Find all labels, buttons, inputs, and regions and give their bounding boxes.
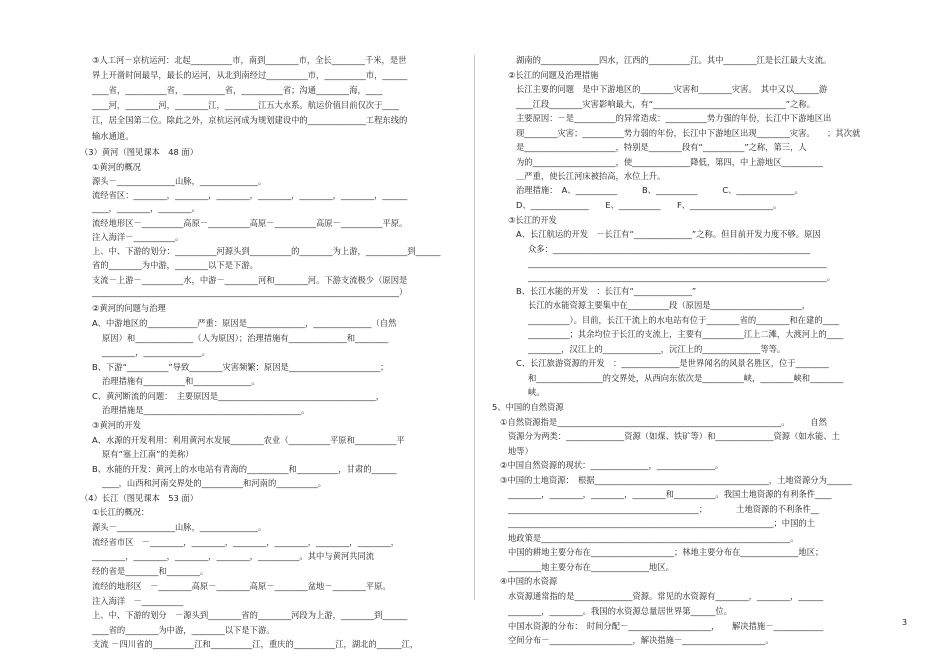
left-column-line: ③黄河的开发 [92,420,141,430]
right-column-line: 峡。 [528,387,545,397]
left-column-line: ②黄河的问题与治理 [92,303,166,313]
left-column-line: 省的________为中游，________以下是下游。 [92,260,258,270]
right-column-line: 现________灾害；__________势力弱的年份，长江中下游地区出现________灾害。 ；其次就 [516,128,861,138]
right-column-line: ________________________________________________________________________。 [528,272,835,282]
right-column-line: ＿严重，使长江河床被抬高，水位上升。 [516,171,666,181]
right-column-line: D、______________ E、__________ F、____________________。 [516,200,782,210]
right-column-line: A、长江航运的开发 －长江有“______________”之称。但目前开发力度不够。原因 [516,229,821,239]
left-column-line: 原因）和______________（人为原因）；治理措施有______________和________ [102,333,389,343]
right-column-line: __________；其余均位于长江的支流上，主要有__________江上二滩，大渡河上的____ [528,329,844,339]
left-column-line: 经的省是________和________。 [92,566,209,576]
left-column-line: 流经省区：________，________，________，________，________，________，______ [92,190,408,200]
right-column-line: 地政策是____________________________________________________________。 [508,533,799,543]
right-column-line: ________________________________________________________________________ [528,258,827,268]
left-column-line: A、水源的开发利用：利用黄河水发展________农业（__________平原和__________平 [92,435,405,445]
right-column-line: 众多：______________________________________________________________ [528,244,811,254]
right-column-line: ________，________，________，________和__________。我国土地资源的有利条件____ [508,489,832,499]
right-column-line: 5、中国的自然资源 [492,402,564,412]
left-column-line: ____，________，________。 [92,203,200,213]
right-column-line: 资源分为两类：______________资源（如煤、铁矿等）和______________资源（如水能、土 [508,431,840,441]
right-column-line: 是______________________，特别是________段有“__________”之称，第三，人 [516,142,807,152]
left-column-line: ①长江的概况： [92,507,150,517]
left-column-line: __________________________________________________________________________） [92,287,408,297]
right-column-line: 中国水资源的分布： 时间分配－____________________， 解决措施－____________ [508,621,824,631]
right-column-line: ________________________________________________________________；中国的土 [508,518,815,528]
left-column-line: 治理措施是______________________________________。 [102,405,310,415]
right-column-line: ______________________________________________； 土地资源的不利条件__ [508,504,820,514]
right-column-line: B、长江水能的开发 ：长江有“______________” [516,286,697,296]
right-column-line: __________）。目前，长江干流上的水电站有位于________省的________和在建的____ [528,315,840,325]
right-column-line: 中国的耕地主要分布在____________________；林地主要分布在______________地区； [508,547,824,557]
right-column-line: ________，汉江上的______________，沅江上的______________等等。 [528,344,786,354]
right-column-line: ____江段________灾害影响最大，有“________________________________”之称。 [516,99,815,109]
left-column-line: A、中游地区的____________严重：原因是______________，______________（自然 [92,318,397,328]
left-column-line: ____省的________为中游，________以下是下游。 [92,625,275,635]
right-column-line: 地等） [508,446,533,456]
left-column-line: B、下游“__________”导致________灾害频繁：原因是______________________； [92,362,389,372]
left-column-line: 注入海洋－__________。 [92,232,184,242]
left-column-line: 流经地形区－__________高原－__________高原－__________高原－__________平原。 [92,218,408,228]
left-column-line: B、水能的开发：黄河上的水电站有青海的__________和__________，甘肃的______ [92,464,397,474]
left-column-line: 流经省市区 －________，________，________，________，________，________， [92,537,399,547]
right-column-line: 空间分布－____________________，解决措施－____________________。 [508,635,774,645]
right-column-line: 长江的水能资源主要集中在__________段（原因是______________________， [528,300,811,310]
left-column-line: （3）黄河（图见课本 48 面） [80,147,199,157]
left-column-line: 支流 －四川省的__________江和__________江，重庆的__________江，湖北的______江， [92,639,419,649]
left-column-line: 支流－上游－__________水，中游－________河和________河。下游支流极少（原因是 [92,275,408,285]
right-column-line: ③长江的开发 [508,215,557,225]
left-column-line: 原有“塞上江南”的美称） [102,449,194,459]
right-column-line: ③中国的土地资源： 根据__________________________________________，土地资源分为______ [500,475,852,485]
left-column-line: 上、中、下游的划分 －源头到________省的________河段为上游，________到______ [92,610,408,620]
right-column-line: 主要原因：－是__________的异常造成：__________势力强的年份，长江中下游地区出 [516,113,832,123]
right-column-line: ④中国的水资源 [500,576,558,586]
left-column-line: 注入海洋 －__________ [92,596,184,606]
left-column-line: 江，居全国第二位。除此之外，京杭运河成为规划建设中的______________工程东线的 [92,115,408,125]
right-column-line: ________，________。我国的水资源总量居世界第______位。 [508,606,733,616]
right-column-line: 治理措施： A、__________ B、__________ C、______________。 [516,185,803,195]
left-column-line: 治理措施有__________和______________。 [102,376,260,386]
right-column-line: ________地主要分布在______________地区。 [508,562,674,572]
right-column-line: 为的____________________，使______________降低，第四，中上游地区__________ [516,157,823,167]
right-column-line: 和________________的交界处，从西向东依次是__________峡，________峡和________ [528,373,844,383]
column-divider [474,55,475,600]
left-column-line: 界上开凿时间最早，最长的运河，从北到南经过__________市，__________市，______ [92,70,408,80]
right-column-line: 长江主要的问题 是中下游地区的________灾害和________灾害。 其中又以______游 [516,84,828,94]
left-column-line: （4）长江（图见课本 53 面） [80,493,199,503]
left-column-line: C、黄河断流的问题： 主要原因是______________________________________， [92,391,385,401]
left-column-line: ________，________，________，________，__________。其中与黄河共同流 [92,551,375,561]
left-column-line: ③人工河－京杭运河：北起__________市，南到________市，全长________千米，是世 [92,55,407,65]
left-column-line: ________，______________。 [102,347,210,357]
left-column-line: ①黄河的概况 [92,162,141,172]
left-column-line: 上、中、下游的划分：__________河源头到__________的________为上游，__________到______ [92,246,441,256]
page-number: 3 [902,618,908,627]
left-column-line: 源头－______________山脉，______________。 [92,176,267,186]
right-column-line: C、长江旅游资源的开发 ：______________是世界闻名的风景名胜区，位于________ [516,358,829,368]
right-column-line: ①自然资源指是______________________________________________________。 自然 [500,417,827,427]
left-column-line: 输水通道。 [92,131,134,141]
right-column-line: 湖南的______________四水，江西的__________江。其中________江是长江最大支流。 [516,55,832,65]
left-column-line: 源头－______________山脉，______________。 [92,522,267,532]
left-column-line: ____，山西和河南交界处的__________和河南的__________。 [102,478,327,488]
left-column-line: 流经的地形区 －________高原－________高原－________盆地－________平原。 [92,581,391,591]
left-column-line: ____河，________河，________江，________江五大水系。航运价值目前仅次于____ [92,100,399,110]
right-column-line: ②长江的问题及治理措施 [508,70,599,80]
right-column-line: 水资源通常指的是______________资源。常见的水资源有________，________，______ [508,591,824,601]
right-column-line: ②中国自然资源的现状：______________，______________。 [500,460,724,470]
left-column-line: ____省，__________省，__________省，__________省；沟通________海，____ [92,85,383,95]
